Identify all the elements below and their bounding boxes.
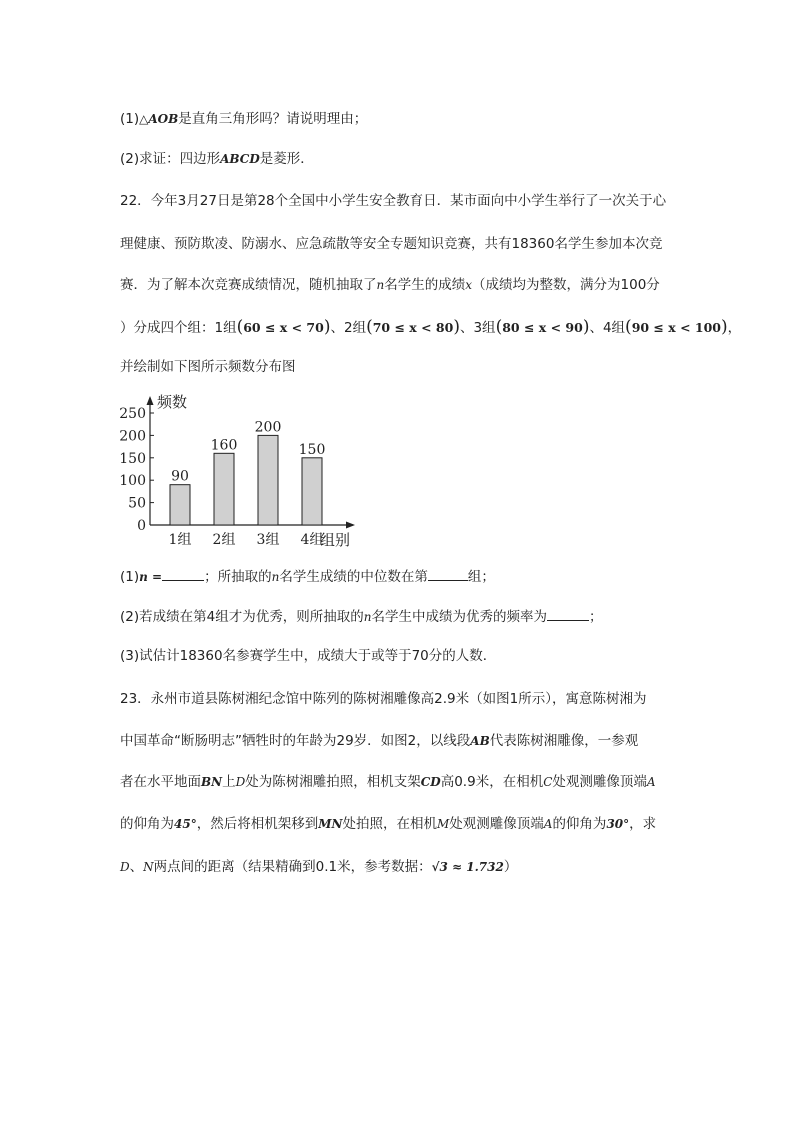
point-a: A <box>646 775 656 789</box>
q22-line4 <box>120 318 741 337</box>
segment-ab: AB <box>470 734 490 748</box>
q23-line4-f: ，求 <box>629 816 657 832</box>
q21-part2 <box>120 150 314 168</box>
answer-blank-median-group[interactable] <box>428 566 468 581</box>
point-d: D <box>235 775 246 789</box>
q23-line4-e: 的仰角为 <box>552 816 607 832</box>
frequency-histogram <box>115 388 375 550</box>
angle-45: 45° <box>174 817 197 831</box>
q23-line5-a: 、 <box>129 859 144 875</box>
group1-range-text: 60 ≤ x < 70 <box>243 320 324 335</box>
q22-sub1 <box>120 566 495 586</box>
var-x: x <box>465 278 473 292</box>
q22-sub2-a: (2)若成绩在第4组才为优秀，则所抽取的 <box>120 609 364 625</box>
y-axis-label: 频数 <box>157 393 188 411</box>
bar-value-label: 160 <box>210 437 238 454</box>
q21-part2-text: 是菱形． <box>259 151 314 167</box>
group4-range-text: 90 ≤ x < 100 <box>631 320 721 335</box>
q22-sub2 <box>120 606 602 626</box>
q23-line3 <box>120 773 656 791</box>
group2-range-text: 70 ≤ x < 80 <box>372 320 454 335</box>
x-tick-label: 3组 <box>256 532 280 548</box>
q23-line2-a: 中国革命“断肠明志”牺牲时的年龄为29岁．如图2，以线段 <box>120 733 471 749</box>
point-c: C <box>543 775 553 789</box>
q21-part1-text: 是直角三角形吗？请说明理由； <box>178 111 368 127</box>
angle-30: 30° <box>606 817 630 831</box>
x-tick-label: 2组 <box>212 532 236 548</box>
bar-value-label: 90 <box>171 468 189 485</box>
bar-value-label: 150 <box>298 441 326 458</box>
q21-part1 <box>120 110 367 128</box>
q22-line5: 并绘制如下图所示频数分布图 <box>120 359 296 375</box>
q22-sep3: 、3组 <box>459 320 496 336</box>
q22-line4-end: ， <box>727 320 742 336</box>
point-n: N <box>143 860 154 874</box>
point-m: M <box>436 817 450 831</box>
q22-sub3: (3)试估计18360名参赛学生中，成绩大于或等于70分的人数． <box>120 648 497 664</box>
q21-part2-prefix: (2)求证：四边形 <box>120 151 221 167</box>
answer-blank-frequency[interactable] <box>547 606 589 621</box>
q23-line2 <box>120 732 638 750</box>
q21-part1-prefix: (1) <box>120 111 140 127</box>
q23-line3-e: 处观测雕像顶端 <box>552 774 647 790</box>
q23-line5 <box>120 858 517 876</box>
q23-line3-a: 者在水平地面 <box>120 774 201 790</box>
q22-sub2-c: ； <box>588 609 603 625</box>
group4-range: (90 ≤ x < 100) <box>625 317 728 337</box>
q23-line4-a: 的仰角为 <box>120 816 174 832</box>
q22-sub1-a: (1) <box>120 569 140 585</box>
support-cd: CD <box>420 775 441 789</box>
point-a-2: A <box>543 817 553 831</box>
q22-sub1-b: ；所抽取的 <box>204 569 272 585</box>
y-tick-label: 150 <box>119 450 146 467</box>
point-d-2: D <box>120 860 130 874</box>
var-n-3: n <box>363 610 372 624</box>
group1-range: (60 ≤ x < 70) <box>236 317 331 337</box>
q22-line3-a: 赛．为了解本次竞赛成绩情况，随机抽取了 <box>120 277 377 293</box>
answer-blank-n[interactable] <box>162 566 204 581</box>
q23-line4-d: 处观测雕像顶端 <box>449 816 544 832</box>
q22-line3-b: 名学生的成绩 <box>384 277 466 293</box>
bar <box>302 458 322 525</box>
q22-line3 <box>120 276 660 294</box>
ground-bn: BN <box>201 775 223 789</box>
bar <box>170 485 190 525</box>
q23-line4-c: 处拍照，在相机 <box>342 816 437 832</box>
q23-line5-c: ） <box>503 859 518 875</box>
x-tick-label: 1组 <box>168 532 192 548</box>
q22-sub1-c: 名学生成绩的中位数在第 <box>279 569 428 585</box>
q23-line5-b: 两点间的距离（结果精确到0.1米，参考数据： <box>153 859 432 875</box>
group2-range: (70 ≤ x < 80) <box>366 317 460 337</box>
q22-sub2-b: 名学生中成绩为优秀的频率为 <box>371 609 547 625</box>
x-tick-label: 4组 <box>300 532 324 548</box>
chart-layer <box>119 393 355 549</box>
bar <box>214 453 234 525</box>
sqrt3-reference: √3 ≈ 1.732 <box>431 860 504 874</box>
triangle-aob: △AOB <box>139 112 179 126</box>
q23-line1: 23．永州市道县陈树湘纪念馆中陈列的陈树湘雕像高2.9米（如图1所示），寓意陈树湘为 <box>120 691 647 707</box>
q23-line3-d: 高0.9米，在相机 <box>440 774 544 790</box>
y-tick-label: 0 <box>137 518 146 534</box>
q22-line1: 22．今年3月27日是第28个全国中小学生安全教育日．某市面向中小学生举行了一次关于心 <box>120 193 667 209</box>
y-tick-label: 250 <box>119 406 146 422</box>
x-axis-arrow <box>346 522 355 529</box>
group3-range: (80 ≤ x < 90) <box>495 317 590 337</box>
q23-line4 <box>120 815 656 833</box>
q23-line3-c: 处为陈树湘雕拍照，相机支架 <box>245 774 421 790</box>
var-n-2: n <box>271 570 280 584</box>
q22-line3-c: （成绩均为整数，满分为100分 <box>472 277 660 293</box>
q22-sub1-d: 组； <box>467 569 495 585</box>
group3-range-text: 80 ≤ x < 90 <box>502 320 583 335</box>
y-tick-label: 50 <box>128 495 146 512</box>
y-axis-arrow <box>147 396 154 405</box>
quadrilateral-abcd: ABCD <box>220 152 260 166</box>
bar-value-label: 200 <box>254 419 282 436</box>
support-mn: MN <box>318 817 343 831</box>
q22-line4-a: ）分成四个组：1组 <box>120 320 237 336</box>
y-tick-label: 100 <box>119 473 146 490</box>
n-equals: n = <box>139 570 163 584</box>
q23-line3-b: 上 <box>222 774 236 790</box>
y-tick-label: 200 <box>119 428 146 445</box>
x-axis-label: 组别 <box>320 531 351 549</box>
var-n: n <box>376 278 385 292</box>
q22-line2: 理健康、预防欺凌、防溺水、应急疏散等安全专题知识竞赛，共有18360名学生参加本次竞 <box>120 236 663 252</box>
q23-line2-b: 代表陈树湘雕像，一参观 <box>489 733 639 749</box>
q22-sep4: 、4组 <box>589 320 626 336</box>
bar <box>258 435 278 525</box>
q23-line4-b: ，然后将相机架移到 <box>196 816 319 832</box>
q22-sep2: 、2组 <box>330 320 367 336</box>
